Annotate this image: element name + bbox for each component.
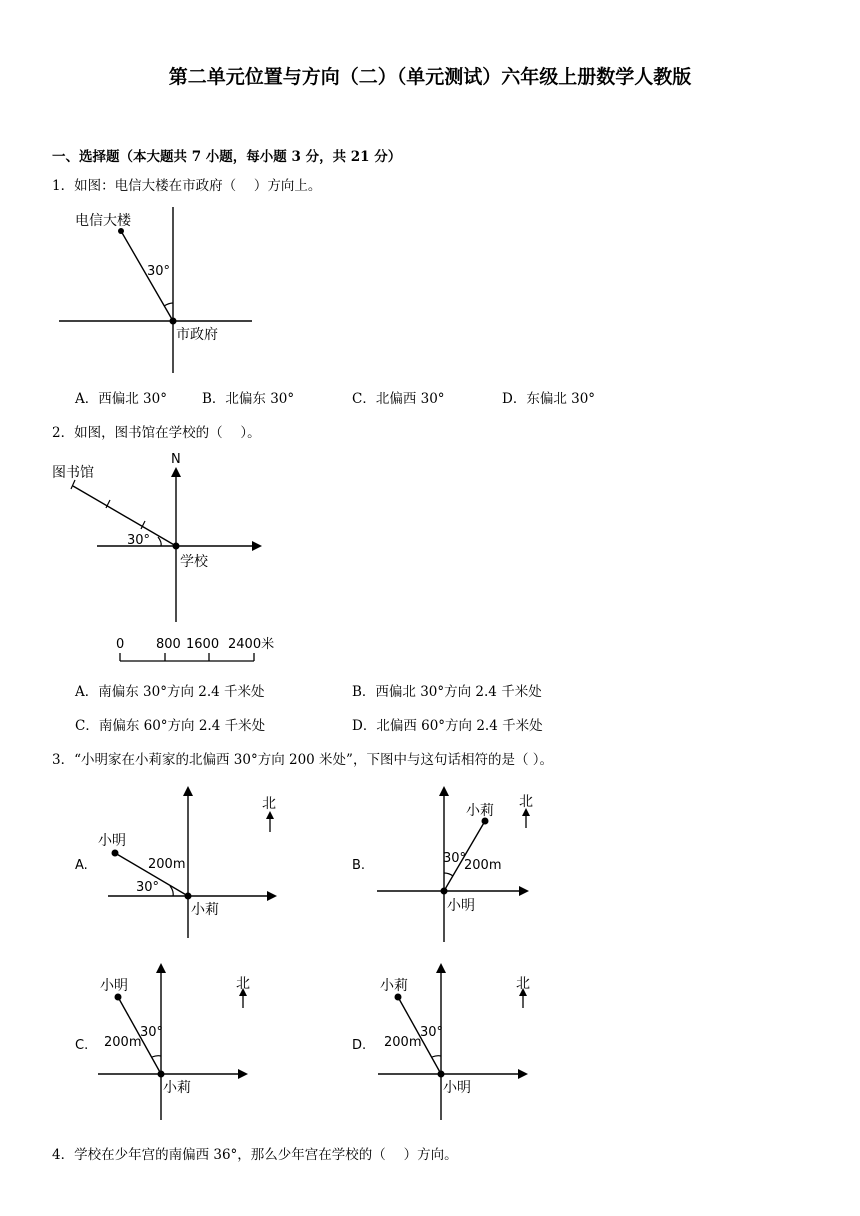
q3-c-dist-label: 200m <box>104 1035 142 1050</box>
q3-d-origin-label: 小明 <box>443 1080 471 1096</box>
question-3-text: 3．“小明家在小莉家的北偏西 30°方向 200 米处”，下图中与这句话相符的是（ ）。 <box>52 752 554 768</box>
q3-a-end-label: 小明 <box>98 833 126 849</box>
q2-scale-0: 0 <box>116 637 125 652</box>
q2-option-a[interactable]: A．南偏东 30°方向 2.4 千米处 <box>75 684 265 700</box>
q2-scale-2400: 2400米 <box>228 637 275 652</box>
q3-b-letter: B. <box>352 858 366 873</box>
q3-c-letter: C. <box>75 1038 89 1053</box>
q3-a-letter: A. <box>75 858 88 873</box>
q2-scale-800: 800 <box>156 637 181 652</box>
q3-d-end-label: 小莉 <box>380 978 408 994</box>
question-2-text: 2．如图，图书馆在学校的（ ）。 <box>52 425 261 441</box>
q3-d-letter: D. <box>352 1038 367 1053</box>
q1-option-d[interactable]: D．东偏北 30° <box>502 391 596 407</box>
page-title: 第二单元位置与方向（二）（单元测试）六年级上册数学人教版 <box>168 66 692 88</box>
q1-origin-label: 市政府 <box>176 327 218 343</box>
section-heading: 一、选择题（本大题共 7 小题，每小题 3 分，共 21 分） <box>52 149 402 165</box>
q3-d-dist-label: 200m <box>384 1035 422 1050</box>
q3-c-north-label: 北 <box>236 976 250 992</box>
q2-end-label: 图书馆 <box>52 465 94 481</box>
q2-option-d[interactable]: D．北偏西 60°方向 2.4 千米处 <box>352 718 543 734</box>
q3-a-dist-label: 200m <box>148 857 186 872</box>
q3-d-angle-label: 30° <box>420 1025 444 1040</box>
question-1-text: 1．如图：电信大楼在市政府（ ）方向上。 <box>52 178 322 194</box>
question-4-text: 4．学校在少年宫的南偏西 36°，那么少年宫在学校的（ ）方向。 <box>52 1147 458 1163</box>
q2-option-b[interactable]: B．西偏北 30°方向 2.4 千米处 <box>352 684 542 700</box>
q1-end-label: 电信大楼 <box>75 213 131 229</box>
q3-b-angle-label: 30° <box>443 851 467 866</box>
q3-a-origin-label: 小莉 <box>191 902 219 918</box>
q2-scale-1600: 1600 <box>186 637 220 652</box>
q2-origin-label: 学校 <box>180 554 208 570</box>
q1-angle-label: 30° <box>147 264 171 279</box>
q3-c-origin-label: 小莉 <box>163 1080 191 1096</box>
q3-b-north-label: 北 <box>519 794 533 810</box>
q3-d-north-label: 北 <box>516 976 530 992</box>
q2-angle-label: 30° <box>127 533 151 548</box>
q3-b-dist-label: 200m <box>464 858 502 873</box>
q3-a-angle-label: 30° <box>136 880 160 895</box>
q3-b-origin-label: 小明 <box>447 898 475 914</box>
q2-option-c[interactable]: C．南偏东 60°方向 2.4 千米处 <box>75 718 266 734</box>
q1-option-b[interactable]: B．北偏东 30° <box>202 391 295 407</box>
q1-option-a[interactable]: A．西偏北 30° <box>75 391 167 407</box>
q3-a-north-label: 北 <box>262 796 276 812</box>
q3-c-angle-label: 30° <box>140 1025 164 1040</box>
q2-north-label: N <box>171 452 181 467</box>
q3-c-end-label: 小明 <box>100 978 128 994</box>
q3-b-end-label: 小莉 <box>466 803 494 819</box>
q1-option-c[interactable]: C．北偏西 30° <box>352 391 445 407</box>
